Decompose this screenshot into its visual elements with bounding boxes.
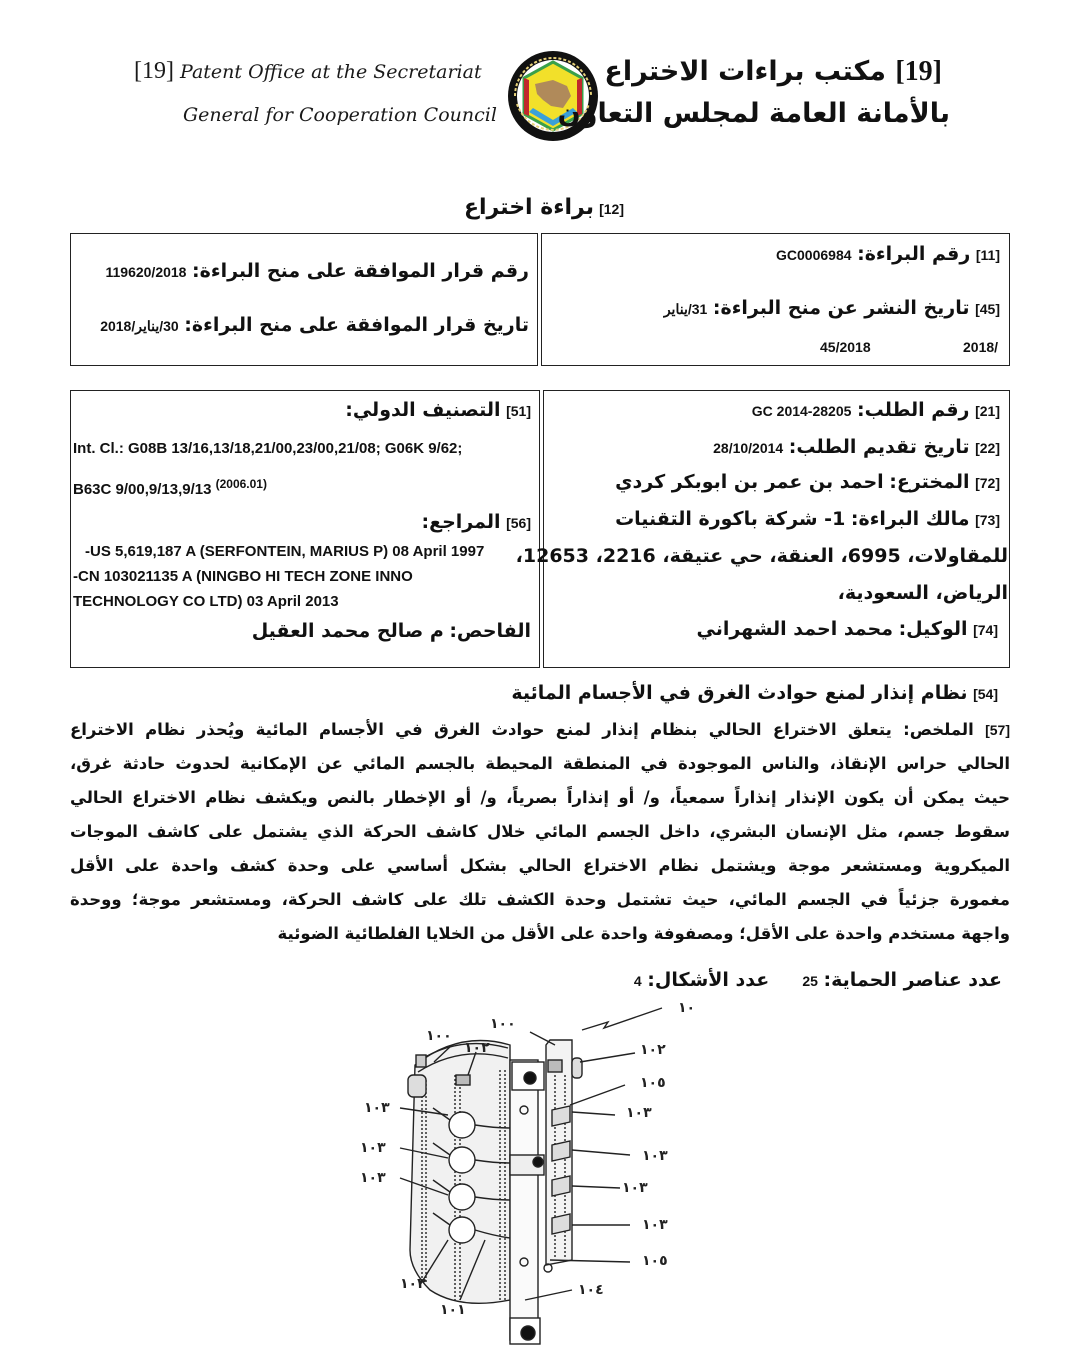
figure-label: ١٠٣ bbox=[400, 1276, 426, 1292]
header-ar-line1 bbox=[604, 56, 942, 88]
patent-number-label: رقم البراءة: bbox=[857, 243, 971, 265]
decision-date-label: تاريخ قرار الموافقة على منح البراءة: bbox=[184, 314, 529, 336]
figure-label: ١٠٣ bbox=[360, 1170, 386, 1186]
figure-label: ١٠٢ bbox=[464, 1040, 490, 1056]
agent-label: الوكيل: bbox=[898, 618, 968, 640]
patent-number-value: GC0006984 bbox=[776, 247, 852, 263]
classification-label: التصنيف الدولي: bbox=[345, 399, 501, 421]
figure-label: ١٠٣ bbox=[364, 1100, 390, 1116]
classification-line-1: Int. Cl.: G08B 13/16,13/18,21/00,23/00,21/08; G06K 9/62; bbox=[73, 440, 463, 457]
agent-row: [74] الوكيل: محمد احمد الشهراني bbox=[696, 618, 998, 640]
decision-date-row bbox=[100, 314, 529, 336]
abstract bbox=[70, 713, 1010, 951]
figure-label: ١٠٠ bbox=[426, 1028, 452, 1044]
classification-edition: (2006.01) bbox=[215, 477, 267, 491]
abstract-line: سقوط جسم، مثل الإنسان البشري، داخل الجسم المائي خلال كاشف الحركة الذي يشتمل على كاشف الموجات bbox=[70, 822, 1010, 841]
doc-type bbox=[464, 195, 624, 220]
filing-date-label: تاريخ تقديم الطلب: bbox=[788, 436, 970, 458]
examiner-value: م صالح محمد العقيل bbox=[251, 620, 444, 642]
doc-type-code: [12] bbox=[599, 201, 624, 217]
header-en-line1 bbox=[134, 58, 482, 85]
patent-drawing bbox=[360, 1000, 700, 1350]
figure-label: ١٠٥ bbox=[640, 1075, 666, 1091]
header-en-title-2: General for Cooperation Council bbox=[183, 104, 497, 126]
references-label: المراجع: bbox=[421, 511, 501, 533]
claims-label: عدد عناصر الحماية: bbox=[823, 969, 1002, 991]
filing-date-value: 28/10/2014 bbox=[713, 440, 784, 456]
application-number-value: GC 2014-28205 bbox=[751, 403, 852, 419]
invention-title: [54] نظام إنذار لمنع حوادث الغرق في الأجسام المائية bbox=[511, 682, 998, 704]
classification-heading: [51] التصنيف الدولي: bbox=[345, 399, 531, 421]
abstract-line: [57] الملخص: يتعلق الاختراع الحالي بنظام إنذار لمنع حوادث الغرق في الأجسام المائية ويُحذر نظام الاختراع bbox=[70, 720, 1010, 739]
bulletin-number: 45/2018 bbox=[820, 339, 871, 355]
reference-3: TECHNOLOGY CO LTD) 03 April 2013 bbox=[73, 593, 339, 610]
counts-row bbox=[634, 969, 1002, 991]
figure-label: ١٠١ bbox=[440, 1302, 466, 1318]
decision-date-value: 30/يناير/2018 bbox=[100, 318, 179, 334]
owner-line-2: للمقاولات، 6995، العنقة، حي عتيقة، 2216، 12653، bbox=[515, 545, 1008, 567]
owner-line-1: 1- شركة باكورة التقنيات bbox=[615, 508, 846, 530]
header-en-code: [19] bbox=[134, 58, 174, 84]
figure-label: ١٠٣ bbox=[626, 1105, 652, 1121]
figure-label: ١٠٢ bbox=[640, 1042, 666, 1058]
owner-label: مالك البراءة: bbox=[850, 508, 970, 530]
decision-number-row bbox=[105, 260, 529, 282]
reference-1: -US 5,619,187 A (SERFONTEIN, MARIUS P) 08 April 1997 bbox=[85, 543, 485, 560]
publication-date-label: تاريخ النشر عن منح البراءة: bbox=[712, 297, 970, 319]
examiner-label: الفاحص: bbox=[449, 620, 531, 642]
box-decision bbox=[70, 233, 538, 366]
figure-label: ١٠٥ bbox=[642, 1253, 668, 1269]
claims-value: 25 bbox=[802, 973, 818, 989]
header-ar-title-2: بالأمانة العامة لمجلس التعاون bbox=[557, 98, 950, 129]
abstract-line: حيث يمكن أن يكون الإنذار إنذاراً سمعياً، و/ أو إنذاراً بصرياً، و/ أو الإخطار بالنص ويكشف نظام الاختراع الحالي bbox=[70, 788, 1010, 807]
figure-label: ١٠٣ bbox=[642, 1148, 668, 1164]
reference-2: -CN 103021135 A (NINGBO HI TECH ZONE INNO bbox=[73, 568, 413, 585]
agent-value: محمد احمد الشهراني bbox=[696, 618, 893, 640]
decision-number-label: رقم قرار الموافقة على منح البراءة: bbox=[192, 260, 529, 282]
abstract-line: مغمورة جزئياً في الجسم المائي، حيث تشتمل وحدة الكشف تلك على كاشف الحركة، ومستشعر موجة؛ ووحدة bbox=[70, 890, 1010, 909]
doc-type-label: براءة اختراع bbox=[463, 195, 594, 220]
inventor-value: احمد بن عمر بن ابوبكر كردي bbox=[615, 471, 884, 493]
examiner-row bbox=[252, 620, 531, 642]
figure-label: ١٠٣ bbox=[360, 1140, 386, 1156]
figures-label: عدد الأشكال: bbox=[647, 969, 770, 991]
references-heading: [56] المراجع: bbox=[421, 511, 531, 533]
figure-label: ١٠ bbox=[678, 1000, 696, 1016]
abstract-line: الميكروية ومستشعر موجة ويشتمل نظام الاختراع الحالي بشكل أساسي على وحدة كشف واحدة على الأقل bbox=[70, 856, 1010, 875]
application-number-row: [21] رقم الطلب: GC 2014-28205 bbox=[751, 399, 1000, 421]
header-ar-title-1: مكتب براءات الاختراع bbox=[604, 56, 886, 87]
abstract-line: واجهة مستخدم واحدة على الأقل؛ ومصفوفة واحدة على الأقل من الخلايا الفلطائية الضوئية bbox=[277, 924, 1010, 943]
header-ar-code: [19] bbox=[895, 56, 942, 87]
figure-label: ١٠٤ bbox=[578, 1282, 604, 1298]
owner-row: [73] مالك البراءة: 1- شركة باكورة التقنيات bbox=[615, 508, 1000, 530]
figures-value: 4 bbox=[633, 973, 642, 989]
inventor-row: [72] المخترع: احمد بن عمر بن ابوبكر كردي bbox=[615, 471, 1000, 493]
patent-number-row: [11] رقم البراءة: GC0006984 bbox=[776, 243, 1000, 265]
owner-line-3: الرياض، السعودية، bbox=[837, 582, 1008, 604]
abstract-line: الحالي حراس الإنقاذ، والناس الموجودة في المنطقة المحيطة بالجسم المائي عن الإمكانية لحدوث حادثة غرق، bbox=[70, 754, 1010, 773]
inventor-label: المخترع: bbox=[889, 471, 970, 493]
filing-date-row: [22] تاريخ تقديم الطلب: 28/10/2014 bbox=[713, 436, 1000, 458]
application-number-label: رقم الطلب: bbox=[856, 399, 970, 421]
figure-label: ١٠٣ bbox=[642, 1217, 668, 1233]
figure-label: ١٠٣ bbox=[622, 1180, 648, 1196]
invention-title-text: نظام إنذار لمنع حوادث الغرق في الأجسام المائية bbox=[511, 682, 968, 704]
publication-date-year: 2018/ bbox=[963, 339, 999, 355]
publication-date-row: [45] تاريخ النشر عن منح البراءة: 31/يناير bbox=[663, 297, 1000, 319]
publication-date-day: 31/يناير bbox=[663, 301, 708, 317]
header-en-title-1: Patent Office at the Secretariat bbox=[180, 61, 482, 83]
figure-label: ١٠٠ bbox=[490, 1016, 516, 1032]
decision-number-value: 119620/2018 bbox=[105, 264, 187, 280]
abstract-label: الملخص: bbox=[903, 720, 974, 739]
classification-line-2: B63C 9/00,9/13,9/13 $^{(2006.01)}$ bbox=[73, 477, 267, 498]
